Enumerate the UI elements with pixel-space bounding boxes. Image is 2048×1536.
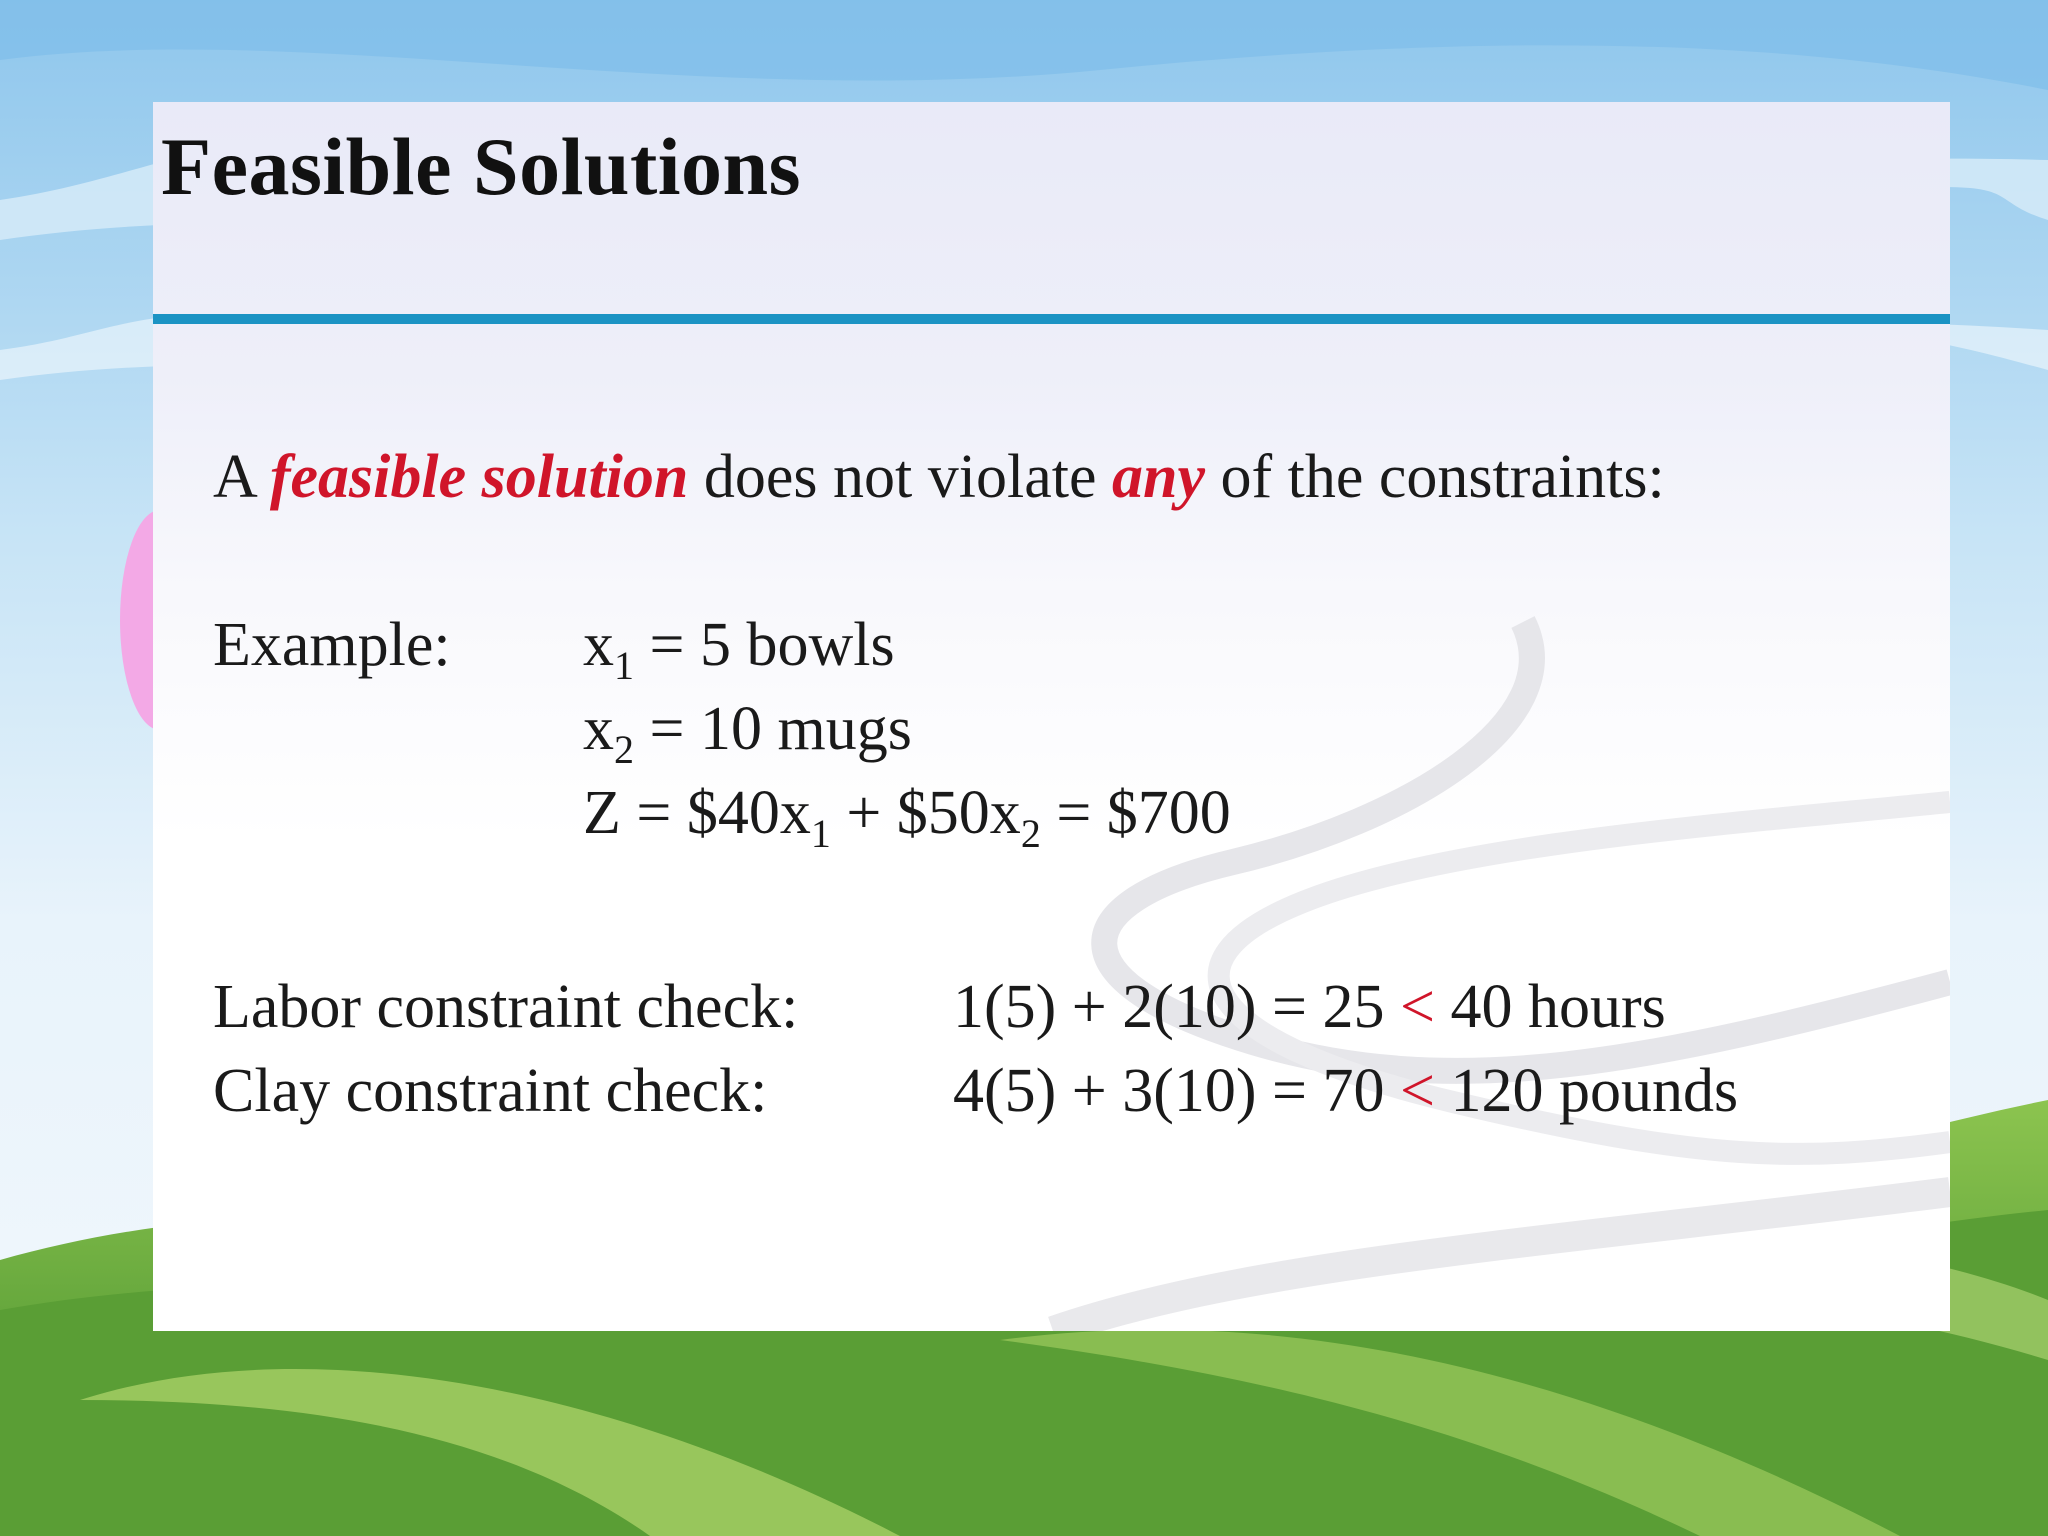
example-label: Example: (213, 611, 451, 679)
labor-check-expression: 1(5) + 2(10) = 25 < 40 hours (953, 973, 1666, 1041)
example-x1: $x_1 = 5$ bowls (583, 611, 895, 688)
example-objective: $Z = \$40x_1$ + $\$50x_2$ = $700 (583, 779, 1231, 856)
definition-line (213, 442, 1665, 513)
definition-mid: does not violate (703, 443, 1097, 511)
title-rule (153, 314, 1950, 324)
swirl-decoration (153, 102, 1950, 1331)
definition-emphasis: any (1111, 443, 1205, 511)
less-than-symbol: < (1400, 973, 1435, 1041)
definition-pre: A (213, 443, 255, 511)
slide-title: Feasible Solutions (161, 121, 802, 212)
clay-check-expression: 4(5) + 3(10) = 70 < 120 pounds (953, 1057, 1739, 1125)
definition-term: feasible solution (269, 443, 689, 511)
labor-check-label: Labor constraint check: (213, 973, 799, 1041)
example-x2: $x_2 = 10$ mugs (583, 695, 912, 772)
clay-check-label: Clay constraint check: (213, 1057, 768, 1125)
definition-post: of the constraints: (1220, 443, 1665, 511)
slide-panel (153, 102, 1950, 1331)
less-than-symbol: < (1400, 1057, 1435, 1125)
